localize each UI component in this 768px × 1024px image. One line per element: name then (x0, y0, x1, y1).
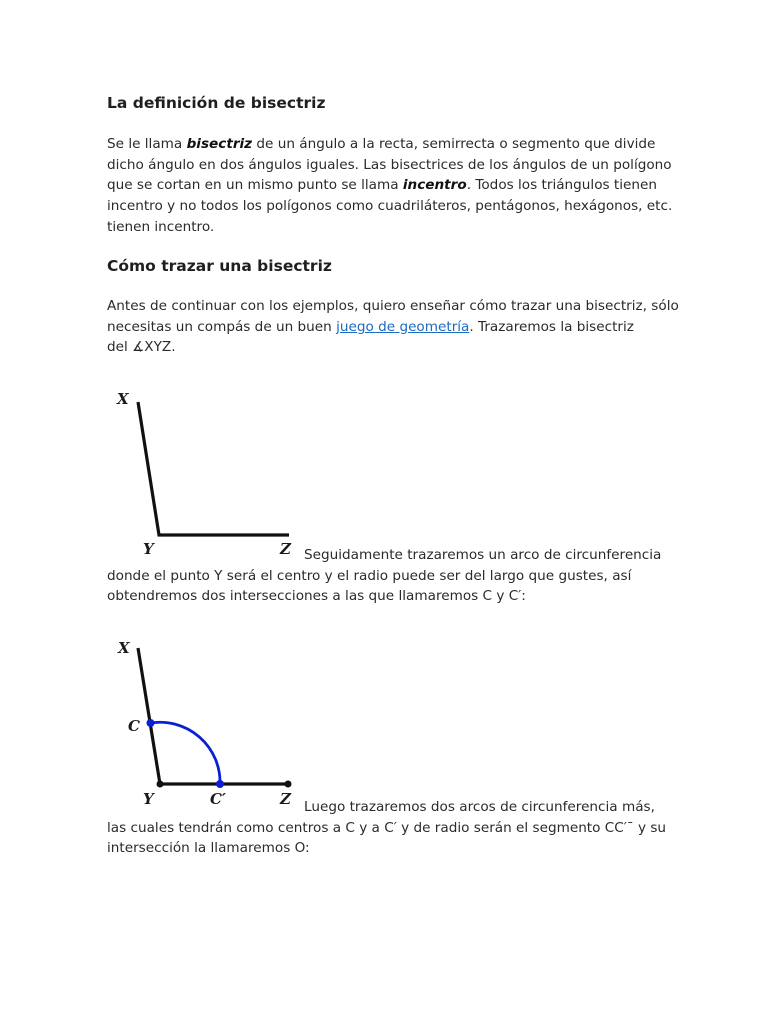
label-z: Z (280, 790, 291, 808)
geometry-set-link[interactable]: juego de geometría (336, 318, 470, 335)
text-run: necesitas un compás de un buen (107, 318, 337, 335)
paragraph-line (107, 155, 672, 176)
paragraph-line (107, 296, 679, 317)
text-run: dicho ángulo en dos ángulos iguales. Las bisectrices de los ángulos de un polígono (107, 156, 672, 173)
figure1-caption (107, 545, 667, 607)
paragraph-line (107, 134, 667, 155)
label-c-prime: C′ (210, 790, 226, 808)
angle-xyz-diagram (107, 380, 307, 560)
text-run: que se cortan en un mismo punto se llama (107, 177, 403, 194)
paragraph-line (107, 317, 667, 338)
point-z (285, 781, 292, 788)
figure2-caption (107, 797, 667, 859)
arc-construction-diagram (107, 625, 307, 810)
angle-xyz-figure (107, 380, 307, 560)
text-run: Antes de continuar con los ejemplos, quiero enseñar cómo trazar una bisectriz, sólo (107, 298, 679, 314)
section-heading-definition: La definición de bisectriz (107, 94, 326, 112)
paragraph-line (107, 337, 667, 358)
caption-line: las cuales tendrán como centros a C y a C′ y de radio serán el segmento CC′¯ y su (107, 819, 667, 836)
caption-line: donde el punto Y será el centro y el radio puede ser del largo que gustes, así (107, 567, 632, 584)
caption-line: obtendremos dos intersecciones a las que llamaremos C y C′: (107, 588, 526, 605)
label-x: X (118, 639, 130, 657)
point-c (147, 719, 155, 727)
angle-rays (138, 648, 288, 784)
paragraph-line (107, 217, 667, 238)
label-x: X (117, 390, 129, 408)
arc-construction-figure (107, 625, 307, 810)
text-run: . Trazaremos la bisectriz (469, 318, 634, 335)
section-heading-how-to: Cómo trazar una bisectriz (107, 257, 332, 275)
label-z: Z (280, 540, 291, 558)
point-y (157, 781, 164, 788)
paragraph-line (107, 175, 667, 196)
emphasized-term: incentro (402, 177, 467, 194)
caption-line: Seguidamente trazaremos un arco de circunferencia (304, 547, 662, 563)
label-y: Y (143, 540, 154, 558)
caption-line: intersección la llamaremos O: (107, 840, 310, 857)
compass-arc (151, 722, 221, 784)
caption-line: Luego trazaremos dos arcos de circunferencia más, (304, 799, 655, 815)
point-c-prime (216, 780, 224, 788)
text-run: del ∡XYZ. (107, 339, 176, 356)
angle-rays (138, 402, 289, 535)
how-to-paragraph (107, 296, 679, 358)
emphasized-term: bisectriz (186, 136, 253, 152)
label-c: C (128, 717, 140, 735)
text-run: Se le llama (107, 136, 187, 152)
definition-paragraph (107, 134, 673, 238)
text-run: incentro y no todos los polígonos como cuadriláteros, pentágonos, hexágonos, etc. (107, 198, 673, 215)
text-run: tienen incentro. (107, 218, 215, 235)
text-run: de un ángulo a la recta, semirrecta o segmento que divide (252, 136, 656, 152)
label-y: Y (143, 790, 154, 808)
text-run: . Todos los triángulos tienen (466, 177, 657, 194)
paragraph-line (107, 196, 673, 217)
